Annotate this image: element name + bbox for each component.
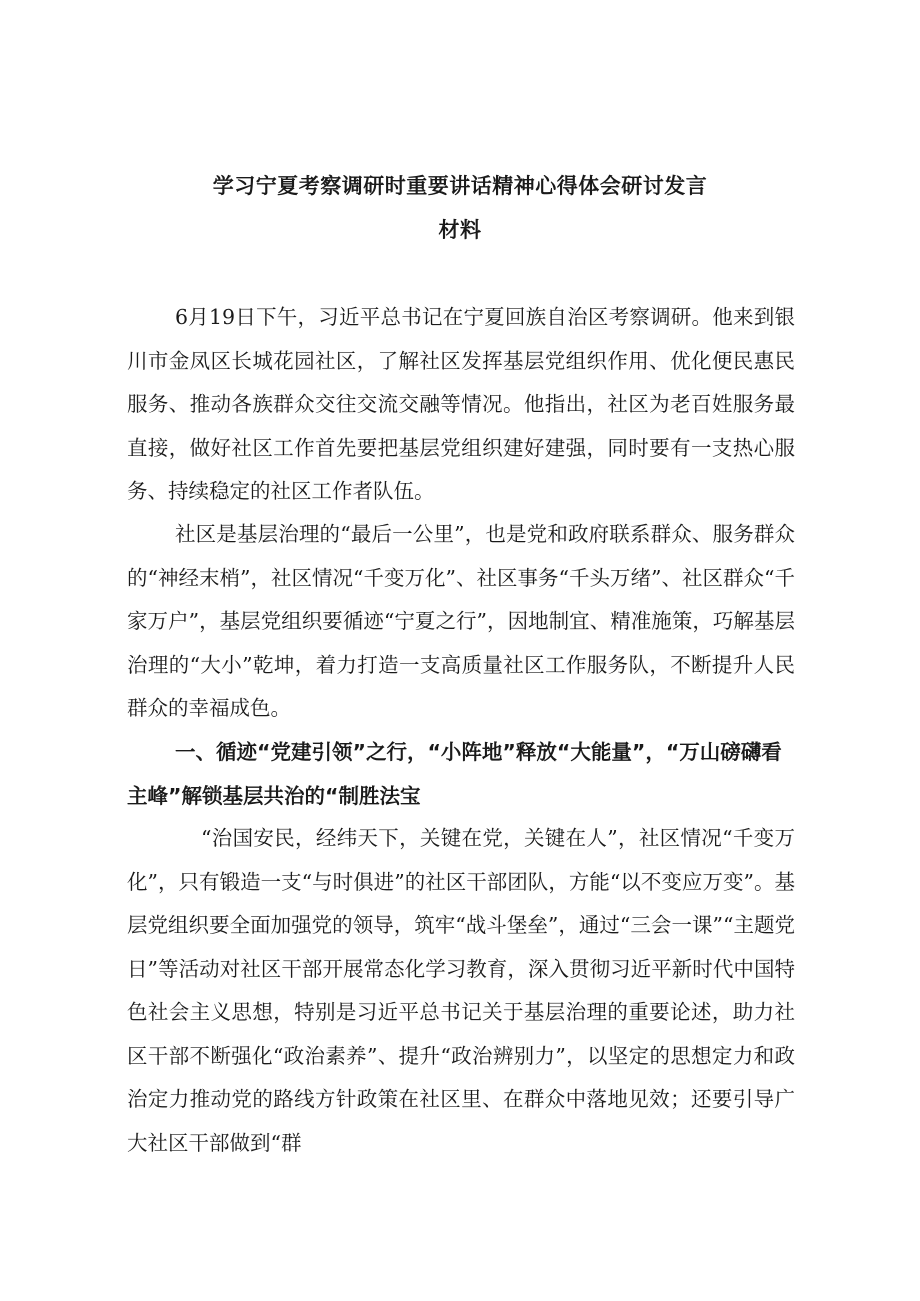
document-title-line2: 材料	[438, 218, 482, 242]
paragraph-intro: 6月19日下午，习近平总书记在宁夏回族自治区考察调研。他来到银川市金凤区长城花园社区，了解社区发挥基层党组织作用、优化便民惠民服务、推动各族群众交往交流交融等情况。他指出，社区为老百姓服务最直接，做好社区工作首先要把基层党组织建好建强，同时要有一支热心服务、持续稳定的社区工作者队伍。	[127, 305, 795, 503]
paragraph-section-1-body: “治国安民，经纬天下，关键在党，关键在人”，社区情况“千变万化”，只有锻造一支“与时俱进”的社区干部团队，方能“以不变应万变”。基层党组织要全面加强党的领导，筑牢“战斗堡垒”，通过“三会一课”“主题党日”等活动对社区干部开展常态化学习教育，深入贯彻习近平新时代中国特色社会主义思想，特别是习近平总书记关于基层治理的重要论述，助力社区干部不断强化“政治素养”、提升“政治辨别力”，以坚定的思想定力和政治定力推动党的路线方针政策在社区里、在群众中落地见效；还要引导广大社区干部做到“群	[127, 826, 795, 1155]
paragraph-community: 社区是基层治理的“最后一公里”，也是党和政府联系群众、服务群众的“神经末梢”，社区情况“千变万化”、社区事务“千头万绪”、社区群众“千家万户”，基层党组织要循迹“宁夏之行”，因地制宜、精准施策，巧解基层治理的“大小”乾坤，着力打造一支高质量社区工作服务队，不断提升人民群众的幸福成色。	[127, 522, 795, 720]
section-heading-1: 一、循迹“党建引领”之行，“小阵地”释放“大能量”，“万山磅礴看主峰”解锁基层共治的“制胜法宝	[127, 740, 782, 808]
document-title-line1: 学习宁夏考察调研时重要讲话精神心得体会研讨发言	[212, 174, 708, 198]
